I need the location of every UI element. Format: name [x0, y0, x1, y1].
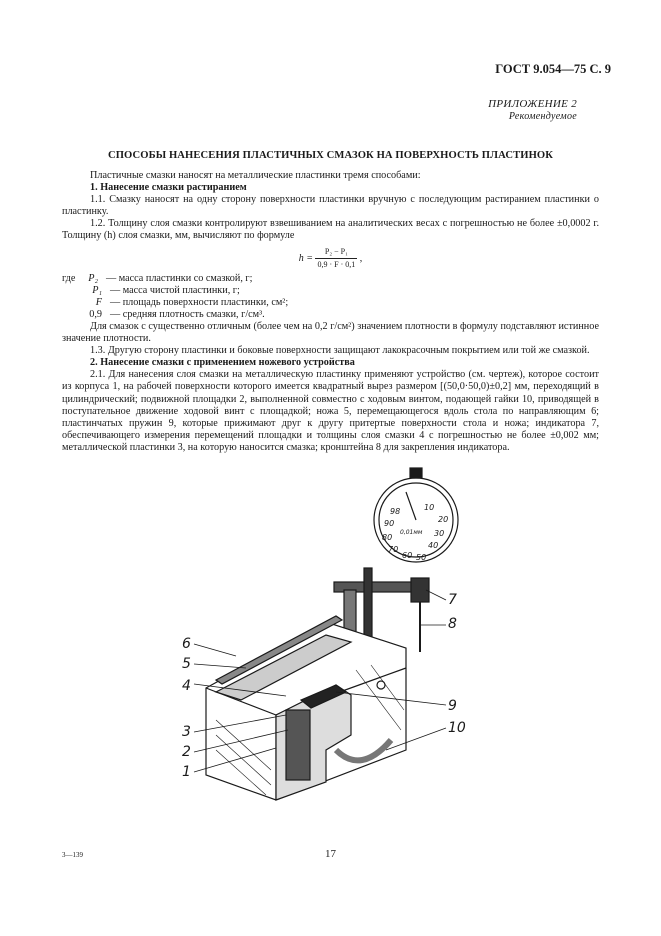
callout-5: 5 [182, 656, 191, 672]
device-drawing [176, 430, 476, 805]
legend-row [62, 297, 599, 309]
print-code: 3—139 [62, 851, 83, 859]
callout-1: 1 [182, 764, 191, 780]
dial-number: 30 [434, 529, 445, 538]
indicator-crown [410, 468, 422, 478]
callout-2: 2 [182, 744, 191, 760]
section1-heading: 1. Нанесение смазки растиранием [90, 182, 247, 194]
legend-text: — средняя плотность смазки, г/см³. [110, 308, 265, 320]
dial-number: 60 [402, 551, 413, 560]
paragraph-1-3: 1.3. Другую сторону пластинки и боковые поверхности защищают лакокрасочным покрытием или той же смазкой. [90, 345, 590, 357]
legend-row [62, 309, 599, 321]
callout-9: 9 [448, 698, 457, 714]
formula-denominator: 0,9 · F · 0,1 [317, 259, 356, 269]
legend-symbol: 0,9 [89, 308, 102, 320]
appendix-note: Рекомендуемое [508, 111, 577, 122]
section2-heading: 2. Нанесение смазки с применением ножевого устройства [90, 357, 355, 369]
paragraph-density: Для смазок с существенно отличным (более чем на 0,2 г/см²) значением плотности в формулу подставляют истинное значение плотности. [62, 320, 599, 345]
dial-number: 98 [390, 507, 401, 516]
appendix-label: ПРИЛОЖЕНИЕ 2 [488, 98, 577, 110]
movable-platform [286, 710, 310, 780]
formula-end: , [359, 252, 363, 264]
indicator-needle [406, 492, 416, 520]
document-body [62, 170, 599, 454]
formula-lhs: h = [298, 252, 313, 264]
page-number: 17 [325, 848, 336, 860]
legend-symbol: P₁ [92, 284, 102, 296]
callout-3: 3 [182, 724, 191, 740]
callout-4: 4 [182, 678, 191, 694]
stand-rod [364, 568, 372, 638]
dial-number: 90 [384, 519, 395, 528]
legend-symbol: P₂ [88, 272, 98, 284]
callout-8: 8 [448, 616, 457, 632]
legend-row [62, 285, 599, 297]
dial-number: 80 [382, 533, 393, 542]
dial-number: 70 [388, 545, 399, 554]
intro-paragraph: Пластичные смазки наносят на металлические пластинки тремя способами: [90, 170, 421, 181]
formula-legend [62, 273, 599, 321]
legend-text: — масса пластинки со смазкой, г; [106, 272, 253, 284]
callout-7: 7 [448, 592, 457, 608]
dial-number: 20 [438, 515, 449, 524]
paragraph-2-1: 2.1. Для нанесения слоя смазки на металлическую пластинку применяют устройство (см. чертеж), которое состоит из корпуса 1, на рабочей поверхности которого имеется квадратный вырез размером [(50,0·50,0)±0,2] мм, переходящий в цилиндрический; подвижной площадки 2, выполненной совместно с ходовым винтом, подающей гайки 10, приводящей в поступательное движение ходовой винт с площадкой; ножа 5, перемещающегося вдоль стола по направляющим 6; пластинчатых пружин 9, которые прижимают друг к другу притертые поверхности стола и ножа; индикатора 7, обеспечивающего измерения перемещений площадки и толщины слоя смазки 4 с погрешностью не более ±0,002 мм; металлической пластинки 3, на которую наносится смазка; кронштейна 8 для закрепления индикатора. [62, 369, 599, 453]
legend-text: — площадь поверхности пластинки, см²; [110, 296, 289, 308]
dial-number: 50 [416, 553, 427, 562]
callout-10: 10 [448, 720, 466, 736]
appendix-block [488, 98, 577, 122]
legend-intro: где [62, 272, 76, 284]
page-title: СПОСОБЫ НАНЕСЕНИЯ ПЛАСТИЧНЫХ СМАЗОК НА ПОВЕРХНОСТЬ ПЛАСТИНОК [107, 150, 554, 161]
dial-number: 40 [428, 541, 439, 550]
callout-6: 6 [182, 636, 191, 652]
running-header: ГОСТ 9.054—75 С. 9 [495, 62, 611, 76]
legend-row [62, 273, 599, 285]
dial-number: 10 [424, 503, 435, 512]
paragraph-1-1: 1.1. Смазку наносят на одну сторону поверхности пластинки вручную с последующим растиранием пластинки о пластинку. [62, 194, 599, 218]
legend-symbol: F [95, 296, 102, 308]
formula-numerator: P₂ − P₁ [315, 246, 357, 259]
paragraph-1-2: 1.2. Толщину слоя смазки контролируют взвешиванием на аналитических весах с погрешностью не более ±0,0002 г. Толщину (h) слоя смазки, мм, вычисляют по формуле [62, 218, 599, 242]
dial-unit: 0,01мм [400, 529, 423, 536]
formula-fraction [315, 246, 357, 271]
legend-text: — масса чистой пластинки, г; [110, 284, 240, 296]
thickness-formula [62, 246, 599, 270]
